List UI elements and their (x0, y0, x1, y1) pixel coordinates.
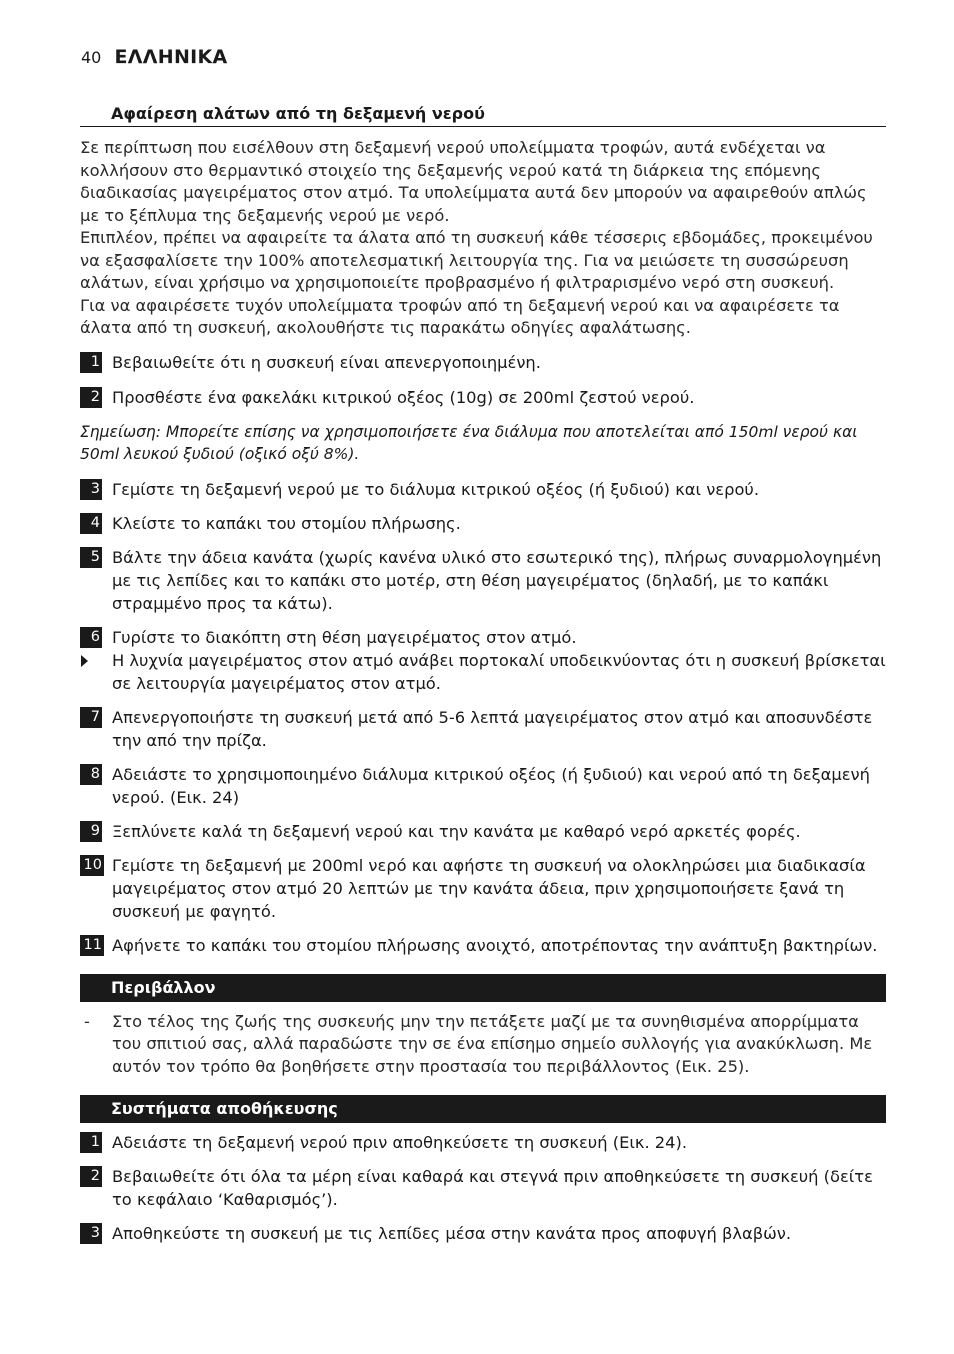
step-11 (80, 934, 886, 957)
result-text: Η λυχνία μαγειρέματος στον ατμό ανάβει πορτοκαλί υποδεικνύοντας ότι η συσκευή βρίσκεται σε λειτουργία μαγειρέματος στον ατμό. (112, 650, 886, 693)
step-number-badge: 8 (80, 764, 102, 785)
section-title-storage: Συστήματα αποθήκευσης (80, 1095, 886, 1123)
step-4 (80, 512, 886, 535)
storage-step-3 (80, 1222, 886, 1245)
page-content (80, 104, 886, 1245)
step-text: Βάλτε την άδεια κανάτα (χωρίς κανένα υλικό στο εσωτερικό της), πλήρως συναρμολογημένη με τις λεπίδες και το καπάκι στο μοτέρ, στη θέση μαγειρέματος (δηλαδή, με το καπάκι στραμμένο προς τα κάτω). (112, 547, 882, 613)
section-title-descaling: Αφαίρεση αλάτων από τη δεξαμενή νερού (80, 104, 886, 127)
note: Σημείωση: Μπορείτε επίσης να χρησιμοποιήσετε ένα διάλυμα που αποτελείται από 150ml νερού και 50ml λευκού ξυδιού (οξικό οξύ 8%). (80, 422, 858, 463)
step-number-badge: 1 (80, 1132, 102, 1153)
step-number-badge: 2 (80, 1166, 102, 1187)
step-number-badge: 6 (80, 627, 102, 648)
step-text: Βεβαιωθείτε ότι όλα τα μέρη είναι καθαρά και στεγνά πριν αποθηκεύσετε τη συσκευή (δείτε το κεφάλαιο ‘Καθαρισμός’). (112, 1167, 873, 1209)
step-text: Αφήνετε το καπάκι του στομίου πλήρωσης ανοιχτό, αποτρέποντας την ανάπτυξη βακτηρίων. (112, 935, 878, 955)
step-7 (80, 706, 886, 752)
step-2 (80, 386, 886, 409)
step-text: Αδειάστε το χρησιμοποιημένο διάλυμα κιτρικού οξέος (ή ξυδιού) και νερού από τη δεξαμενή νερού. (Εικ. 24) (112, 764, 870, 807)
result-arrow-icon (81, 655, 88, 667)
step-number-badge: 1 (80, 352, 102, 373)
storage-step-1 (80, 1131, 886, 1154)
language-heading: ΕΛΛΗΝΙΚΑ (114, 46, 228, 68)
step-9 (80, 820, 886, 843)
step-text: Προσθέστε ένα φακελάκι κιτρικού οξέος (10g) σε 200ml ζεστού νερού. (112, 387, 695, 407)
step-number-badge: 7 (80, 707, 102, 728)
step-number-badge: 3 (80, 1223, 102, 1244)
intro-paragraph: Επιπλέον, πρέπει να αφαιρείτε τα άλατα από τη συσκευή κάθε τέσσερις εβδομάδες, προκειμένου να εξασφαλίσετε την 100% αποτελεσματική λειτουργία της. Για να μειώσετε τη συσσώρευση αλάτων, είναι χρήσιμο να χρησιμοποιείτε προβρασμένο ή φιλτραρισμένο νερό στη συσκευή. (80, 228, 873, 292)
step-number-badge: 4 (80, 513, 102, 534)
environment-text: Στο τέλος της ζωής της συσκευής μην την πετάξετε μαζί με τα συνηθισμένα απορρίμματα του σπιτιού σας, αλλά παραδώστε την σε ένα επίσημο σημείο συλλογής για ανακύκλωση. Με αυτόν τον τρόπο θα βοηθήσετε στην προστασία του περιβάλλοντος (Εικ. 25). (112, 1011, 873, 1076)
step-number-badge: 11 (80, 935, 104, 956)
list-dash: - (84, 1011, 90, 1031)
step-number-badge: 2 (80, 387, 102, 408)
step-3 (80, 478, 886, 501)
step-8 (80, 763, 886, 809)
storage-step-2 (80, 1165, 886, 1211)
step-text: Απενεργοποιήστε τη συσκευή μετά από 5-6 λεπτά μαγειρέματος στον ατμό και αποσυνδέστε την από την πρίζα. (112, 707, 873, 750)
section-title-environment: Περιβάλλον (80, 974, 886, 1002)
step-text: Αδειάστε τη δεξαμενή νερού πριν αποθηκεύσετε τη συσκευή (Εικ. 24). (112, 1133, 688, 1152)
step-text: Βεβαιωθείτε ότι η συσκευή είναι απενεργοποιημένη. (112, 352, 541, 372)
step-text: Γεμίστε τη δεξαμενή νερού με το διάλυμα κιτρικού οξέος (ή ξυδιού) και νερού. (112, 479, 759, 499)
step-text: Γεμίστε τη δεξαμενή με 200ml νερό και αφήστε τη συσκευή να ολοκληρώσει μια διαδικασία μαγειρέματος στον ατμό 20 λεπτών με την κανάτα άδεια, πριν χρησιμοποιήσετε ξανά τη συσκευή με φαγητό. (112, 855, 866, 921)
step-text: Ξεπλύνετε καλά τη δεξαμενή νερού και την κανάτα με καθαρό νερό αρκετές φορές. (112, 821, 801, 841)
step-6-result (80, 649, 886, 695)
step-10 (80, 854, 886, 923)
step-number-badge: 10 (80, 855, 104, 876)
step-6 (80, 626, 886, 649)
step-text: Γυρίστε το διακόπτη στη θέση μαγειρέματος στον ατμό. (112, 627, 577, 647)
step-text: Αποθηκεύστε τη συσκευή με τις λεπίδες μέσα στην κανάτα προς αποφυγή βλαβών. (112, 1224, 792, 1243)
intro-paragraph: Σε περίπτωση που εισέλθουν στη δεξαμενή νερού υπολείμματα τροφών, αυτά ενδέχεται να κολλήσουν στο θερμαντικό στοιχείο της δεξαμενής νερού κατά τη διάρκεια της επόμενης διαδικασίας μαγειρέματος στον ατμό. Τα υπολείμματα αυτά δεν μπορούν να αφαιρεθούν απλώς με το ξέπλυμα της δεξαμενής νερού με νερό. (80, 138, 867, 225)
step-number-badge: 3 (80, 479, 102, 500)
environment-item (80, 1011, 886, 1079)
page-header (81, 46, 228, 68)
page-number: 40 (81, 48, 102, 67)
step-1 (80, 351, 886, 374)
step-text: Κλείστε το καπάκι του στομίου πλήρωσης. (112, 513, 461, 533)
step-number-badge: 5 (80, 547, 102, 568)
intro-paragraph: Για να αφαιρέσετε τυχόν υπολείμματα τροφών από τη δεξαμενή νερού και να αφαιρέσετε τα άλατα από τη συσκευή, ακολουθήστε τις παρακάτω οδηγίες αφαλάτωσης. (80, 295, 840, 337)
step-5 (80, 546, 886, 615)
step-number-badge: 9 (80, 821, 102, 842)
